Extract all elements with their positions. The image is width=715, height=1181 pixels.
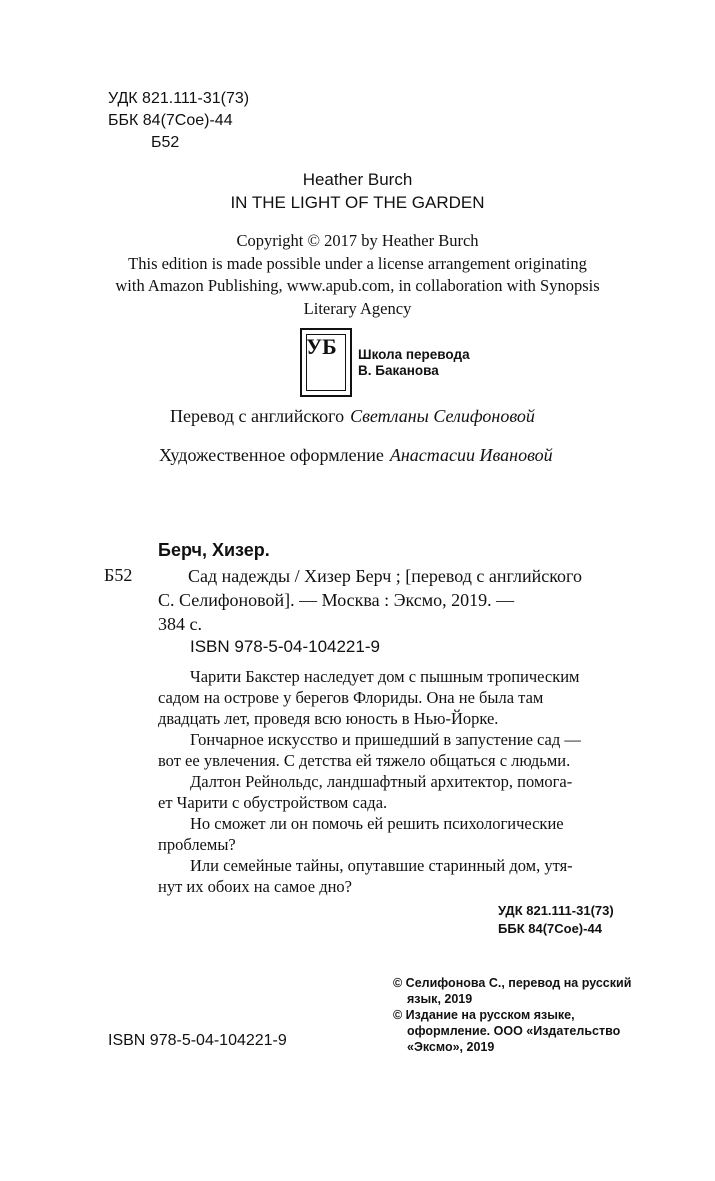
- annotation-line: двадцать лет, проведя всю юность в Нью-Йорке.: [158, 709, 499, 728]
- annotation-line: нут их обоих на самое дно?: [158, 877, 352, 896]
- annotation-line: Или семейные тайны, опутавшие старинный дом, утя-: [190, 856, 573, 875]
- logo-caption: [358, 347, 470, 379]
- logo-monogram: УБ: [306, 334, 337, 359]
- annotation-line: ет Чарити с обустройством сада.: [158, 793, 388, 812]
- copyright-notice: © Издание на русском языке,: [393, 1008, 575, 1022]
- copyright-line: Copyright © 2017 by Heather Burch: [236, 231, 479, 250]
- translation-school-logo: [300, 328, 352, 397]
- logo-line1: Школа перевода: [358, 347, 470, 362]
- bottom-udk: УДК 821.111-31(73): [498, 903, 614, 918]
- translation-label: Перевод с английского: [170, 406, 345, 426]
- original-author: Heather Burch: [302, 170, 413, 189]
- bottom-classification: [498, 902, 614, 938]
- record-heading: Берч, Хизер.: [158, 540, 270, 560]
- record-line: С. Селифоновой]. — Москва : Эксмо, 2019. —: [158, 590, 515, 610]
- annotation-line: вот ее увлечения. С детства ей тяжело общаться с людьми.: [158, 751, 571, 770]
- design-label: Художественное оформление: [159, 445, 384, 465]
- author-mark: Б52: [151, 134, 180, 151]
- annotation-line: садом на острове у берегов Флориды. Она не была там: [158, 688, 544, 707]
- copyright-notice: язык, 2019: [407, 992, 473, 1006]
- translator-name: Светланы Селифоновой: [350, 406, 535, 426]
- design-credit: [159, 445, 553, 466]
- original-copyright: [0, 230, 715, 320]
- bottom-bbk: ББК 84(7Сое)-44: [498, 921, 602, 936]
- bibliographic-record: [158, 564, 638, 636]
- annotation-line: Чарити Бакстер наследует дом с пышным тропическим: [190, 667, 580, 686]
- logo-line2: В. Баканова: [358, 363, 439, 378]
- record-isbn: ISBN 978-5-04-104221-9: [190, 637, 380, 656]
- copyright-line: with Amazon Publishing, www.apub.com, in collaboration with Synopsis: [115, 276, 600, 295]
- copyright-line: This edition is made possible under a license arrangement originating: [128, 253, 587, 273]
- copyright-notice: «Эксмо», 2019: [407, 1040, 495, 1054]
- copyright-notice: © Селифонова С., перевод на русский: [393, 976, 632, 990]
- copyright-notice: оформление. ООО «Издательство: [407, 1024, 621, 1038]
- designer-name: Анастасии Ивановой: [389, 445, 553, 465]
- record-line: 384 с.: [158, 614, 202, 634]
- udk-code: УДК 821.111-31(73): [108, 90, 250, 107]
- translation-credit: [170, 406, 535, 427]
- classification-block: [108, 88, 249, 154]
- bottom-isbn: ISBN 978-5-04-104221-9: [108, 1032, 287, 1049]
- annotation-line: Гончарное искусство и пришедший в запустение сад —: [190, 730, 581, 749]
- record-line: Сад надежды / Хизер Берч ; [перевод с английского: [188, 566, 582, 586]
- annotation-line: Но сможет ли он помочь ей решить психологические: [190, 814, 564, 833]
- annotation: [158, 666, 638, 897]
- russian-copyrights: [393, 975, 643, 1055]
- record-index: Б52: [104, 565, 133, 585]
- original-title: IN THE LIGHT OF THE GARDEN: [230, 193, 485, 212]
- annotation-line: проблемы?: [158, 835, 236, 854]
- annotation-line: Далтон Рейнольдс, ландшафтный архитектор, помога-: [190, 772, 573, 791]
- copyright-line: Literary Agency: [303, 298, 412, 318]
- bbk-code: ББК 84(7Сое)-44: [108, 112, 233, 129]
